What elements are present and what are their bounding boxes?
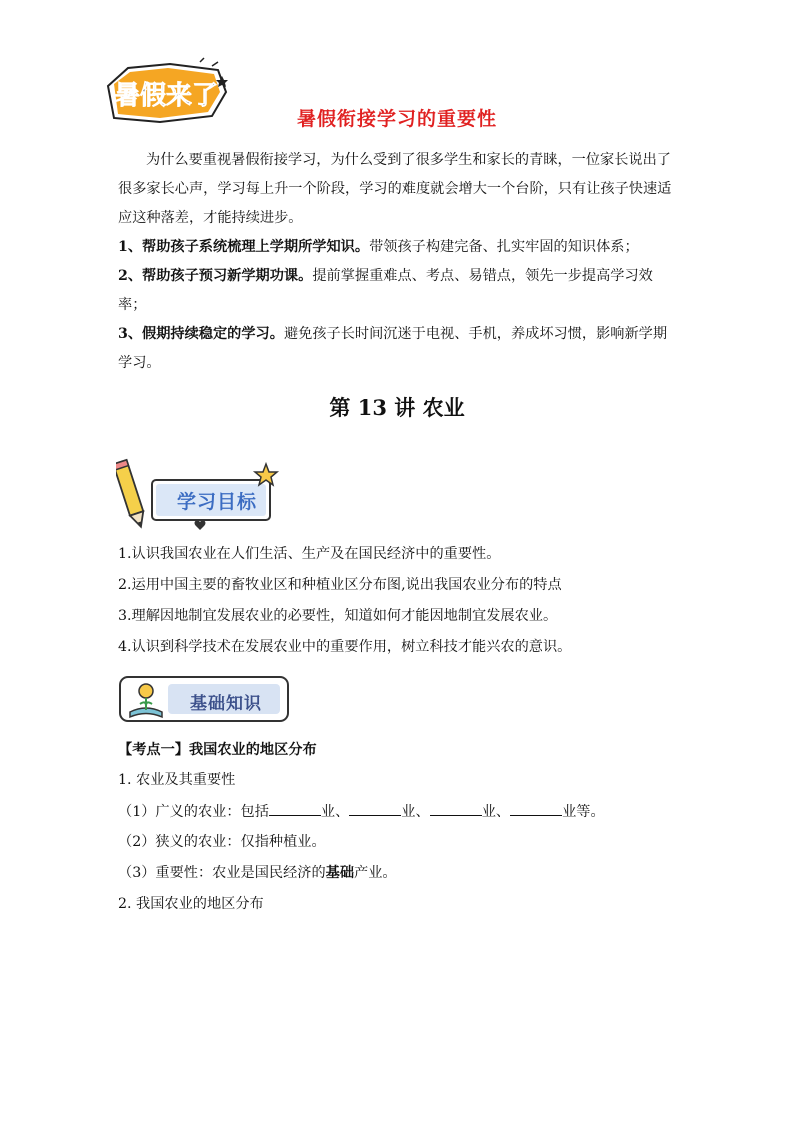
point-2-rest: 提前掌握重难点、考点、易错点，领先一步提高学习效率； xyxy=(118,268,653,313)
broad-prefix: （1）广义的农业：包括 xyxy=(118,804,269,820)
goal-4: 4.认识到科学技术在发展农业中的重要作用，树立科技才能兴农的意识。 xyxy=(118,639,572,655)
header-title: 暑假衔接学习的重要性 xyxy=(296,108,497,130)
section-2-heading: 2. 我国农业的地区分布 xyxy=(118,896,264,912)
importance-a: （3）重要性：农业是国民经济的 xyxy=(118,865,326,881)
point-1-lead: 1、帮助孩子系统梳理上学期所学知识。 xyxy=(118,239,370,255)
point-1-rest: 带领孩子构建完备、扎实牢固的知识体系； xyxy=(369,239,639,255)
kaodian-heading: 【考点一】我国农业的地区分布 xyxy=(118,742,317,758)
blank-4[interactable] xyxy=(510,801,562,816)
goal-1: 1.认识我国农业在人们生活、生产及在国民经济中的重要性。 xyxy=(118,546,501,562)
basics-badge xyxy=(118,674,292,726)
point-3-lead: 3、假期持续稳定的学习。 xyxy=(118,326,284,342)
objectives-badge xyxy=(116,456,286,534)
goal-2: 2.运用中国主要的畜牧业区和种植业区分布图,说出我国农业分布的特点 xyxy=(118,577,562,593)
importance-b: 基础 xyxy=(325,865,355,881)
ye-2: 业、 xyxy=(401,804,430,820)
lecture-title: 第 13 讲 农业 xyxy=(329,395,465,420)
importance-c: 产业。 xyxy=(354,865,397,881)
ye-end: 业等。 xyxy=(562,804,605,820)
blank-2[interactable] xyxy=(349,801,401,816)
intro-paragraph: 为什么要重视暑假衔接学习，为什么受到了很多学生和家长的青睐，一位家长说出了很多家长心声，学习每上升一个阶段，学习的难度就会增大一个台阶，只有让孩子快速适应这种落差，才能持续进步。 xyxy=(118,152,672,226)
ye-3: 业、 xyxy=(481,804,511,820)
narrow-agriculture-line: （2）狭义的农业：仅指种植业。 xyxy=(118,834,326,850)
broad-agriculture-line xyxy=(118,801,698,822)
point-3-rest: 避免孩子长时间沉迷于电视、手机，养成坏习惯，影响新学期学习。 xyxy=(118,326,668,371)
point-3 xyxy=(118,320,678,378)
importance-line xyxy=(118,863,698,883)
point-1 xyxy=(118,233,678,262)
point-2-lead: 2、帮助孩子预习新学期功课。 xyxy=(118,268,313,284)
objectives-label: 学习目标 xyxy=(176,491,257,513)
ye-1: 业、 xyxy=(320,804,350,820)
logo-text: 暑假来了 xyxy=(113,81,219,111)
blank-3[interactable] xyxy=(430,801,482,816)
basics-label: 基础知识 xyxy=(190,694,262,714)
goal-3: 3.理解因地制宜发展农业的必要性，知道如何才能因地制宜发展农业。 xyxy=(118,608,558,624)
blank-1[interactable] xyxy=(269,801,321,816)
section-1-heading: 1. 农业及其重要性 xyxy=(118,772,236,788)
point-2 xyxy=(118,262,678,320)
